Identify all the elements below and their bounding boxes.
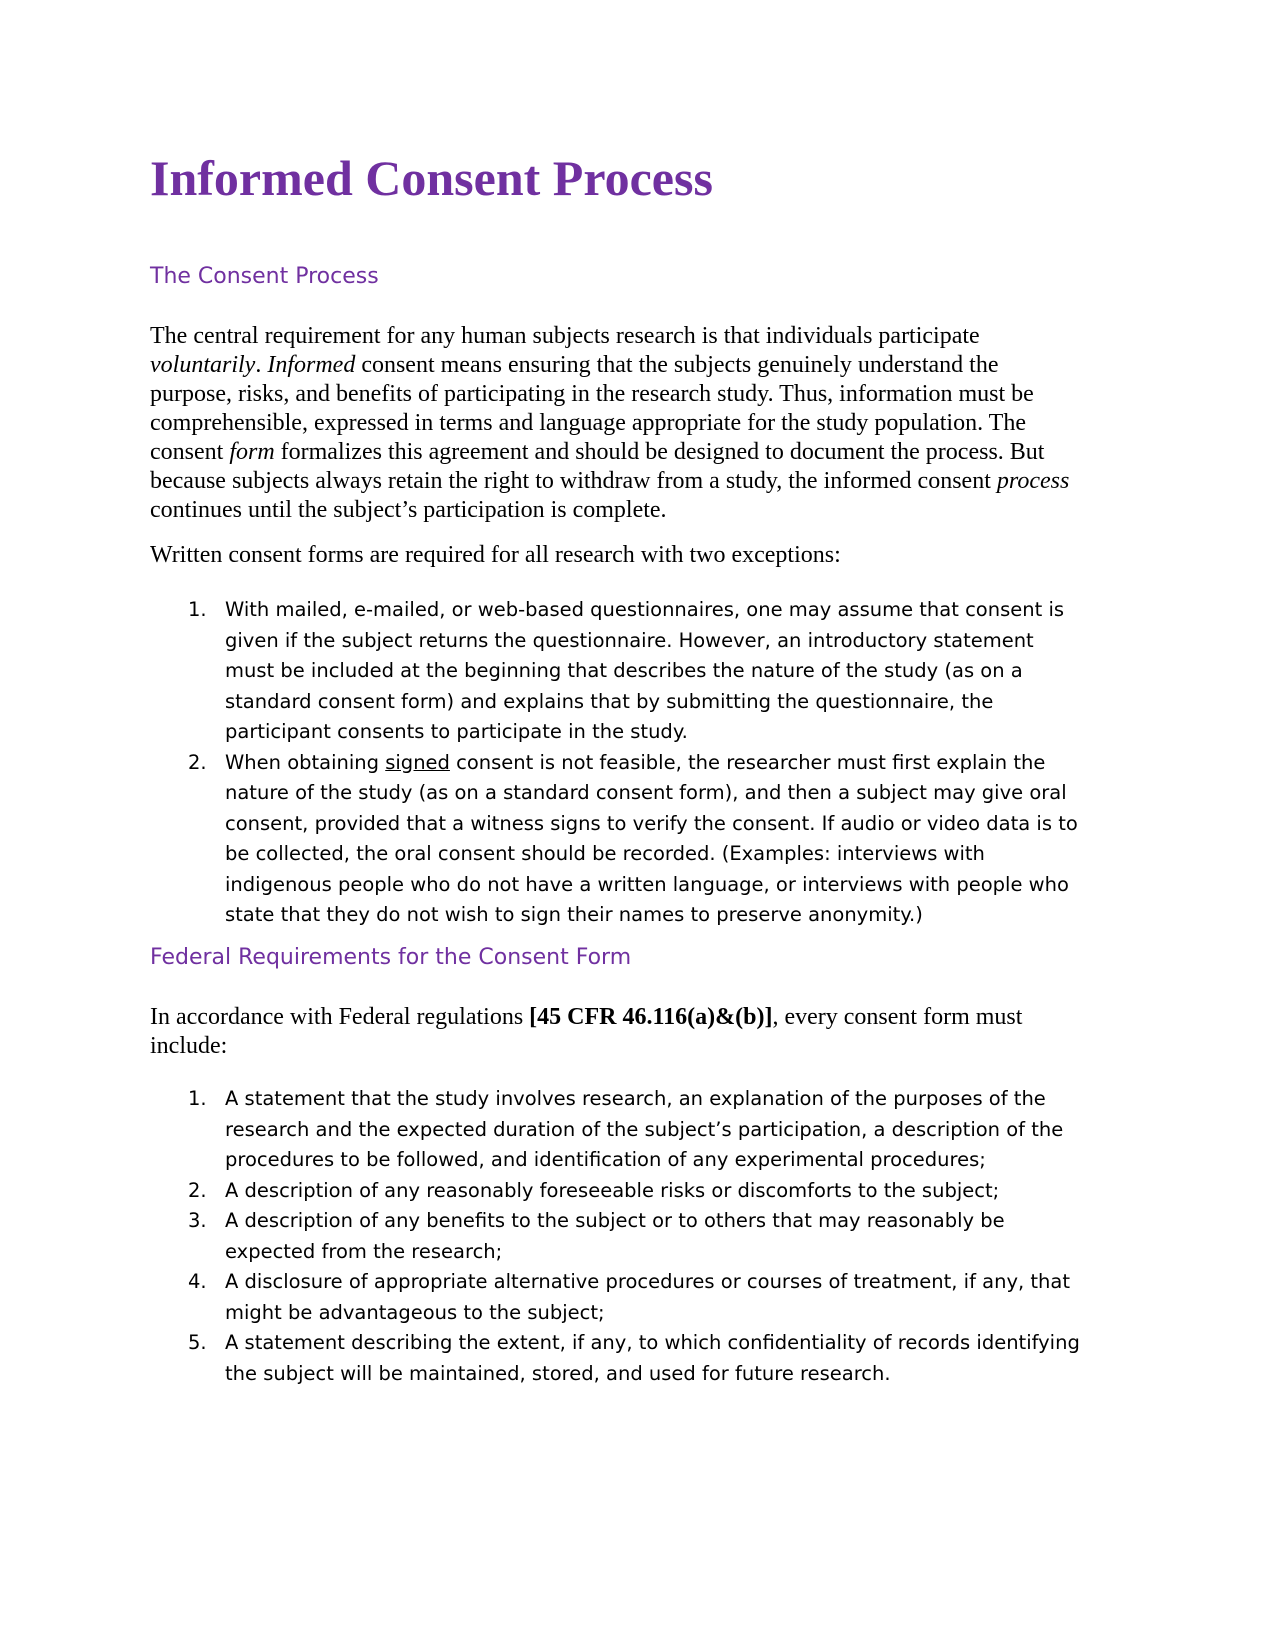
text-line: The central requirement for any human subjects research is that individuals participate [150,323,980,349]
federal-intro-paragraph [150,1003,1130,1061]
list-text-line: A description of any benefits to the subject or to others that may reasonably be [225,1209,1005,1232]
text-line: because subjects always retain the right to withdraw from a study, the informed consent process [150,468,1070,494]
list-text-line: might be advantageous to the subject; [225,1300,605,1324]
consent-form-requirements-list [150,1084,1080,1389]
list-number: 3. [188,1209,207,1232]
list-text-line: A statement describing the extent, if any, to which confidentiality of records identifying [225,1331,1080,1354]
underlined-word-signed: signed [385,750,450,774]
list-text-line: standard consent form) and explains that by submitting the questionnaire, the [225,689,994,713]
list-item [150,1267,1080,1328]
list-text-line: research and the expected duration of the subject’s participation, a description of the [225,1117,1064,1141]
list-text-line: must be included at the beginning that describes the nature of the study (as on a [225,659,1023,682]
text-line: purpose, risks, and benefits of participating in the research study. Thus, information must be [150,381,1034,407]
list-text-line: A description of any reasonably foreseeable risks or discomforts to the subject; [225,1178,1000,1202]
list-item [150,1176,1080,1207]
list-number: 4. [188,1270,207,1293]
consent-process-paragraph [150,322,1130,525]
list-number: 2. [188,1178,207,1202]
list-text-line: With mailed, e-mailed, or web-based questionnaires, one may assume that consent is [225,598,1065,621]
list-text-line: consent, provided that a witness signs to verify the consent. If audio or video data is to [225,811,1078,835]
list-text-line: expected from the research; [225,1239,503,1263]
list-item [150,1206,1080,1267]
list-text-line: nature of the study (as on a standard consent form), and then a subject may give oral [225,781,1067,804]
list-item [150,1328,1080,1389]
list-text-line: procedures to be followed, and identification of any experimental procedures; [225,1148,986,1171]
regulation-citation: [45 CFR 46.116(a)&(b)] [529,1004,773,1030]
text-line: continues until the subject’s participation is complete. [150,497,667,523]
text-line: include: [150,1033,228,1059]
text-line: In accordance with Federal regulations [45 CFR 46.116(a)&(b)], every consent form must [150,1004,1023,1030]
document-title: Informed Consent Process [150,150,713,206]
list-number: 2. [188,750,207,774]
list-text-line: be collected, the oral consent should be recorded. (Examples: interviews with [225,842,985,865]
list-text-line: When obtaining signed consent is not feasible, the researcher must first explain the [225,750,1046,774]
exceptions-list [150,595,1078,931]
list-text-line: A statement that the study involves research, an explanation of the purposes of the [225,1087,1046,1110]
text-line: consent form formalizes this agreement and should be designed to document the process. But [150,439,1045,465]
list-text-line: state that they do not wish to sign their names to preserve anonymity.) [225,903,923,926]
list-text-line: A disclosure of appropriate alternative procedures or courses of treatment, if any, that [225,1270,1071,1293]
exceptions-intro-paragraph: Written consent forms are required for all research with two exceptions: [150,542,841,568]
list-item [150,595,1078,748]
section-heading-consent-process: The Consent Process [150,264,379,289]
section-heading-federal-requirements: Federal Requirements for the Consent Form [150,945,632,970]
list-number: 1. [188,598,207,621]
list-text-line: participant consents to participate in the study. [225,720,688,743]
list-item [150,748,1078,931]
list-text-line: the subject will be maintained, stored, and used for future research. [225,1361,891,1385]
list-text-line: indigenous people who do not have a written language, or interviews with people who [225,872,1069,896]
list-text-line: given if the subject returns the questionnaire. However, an introductory statement [225,628,1034,652]
list-item [150,1084,1080,1176]
text-line: voluntarily. Informed consent means ensuring that the subjects genuinely understand the [150,352,999,378]
list-number: 5. [188,1331,207,1354]
list-number: 1. [188,1087,207,1110]
text-line: comprehensible, expressed in terms and language appropriate for the study population. The [150,410,1026,436]
